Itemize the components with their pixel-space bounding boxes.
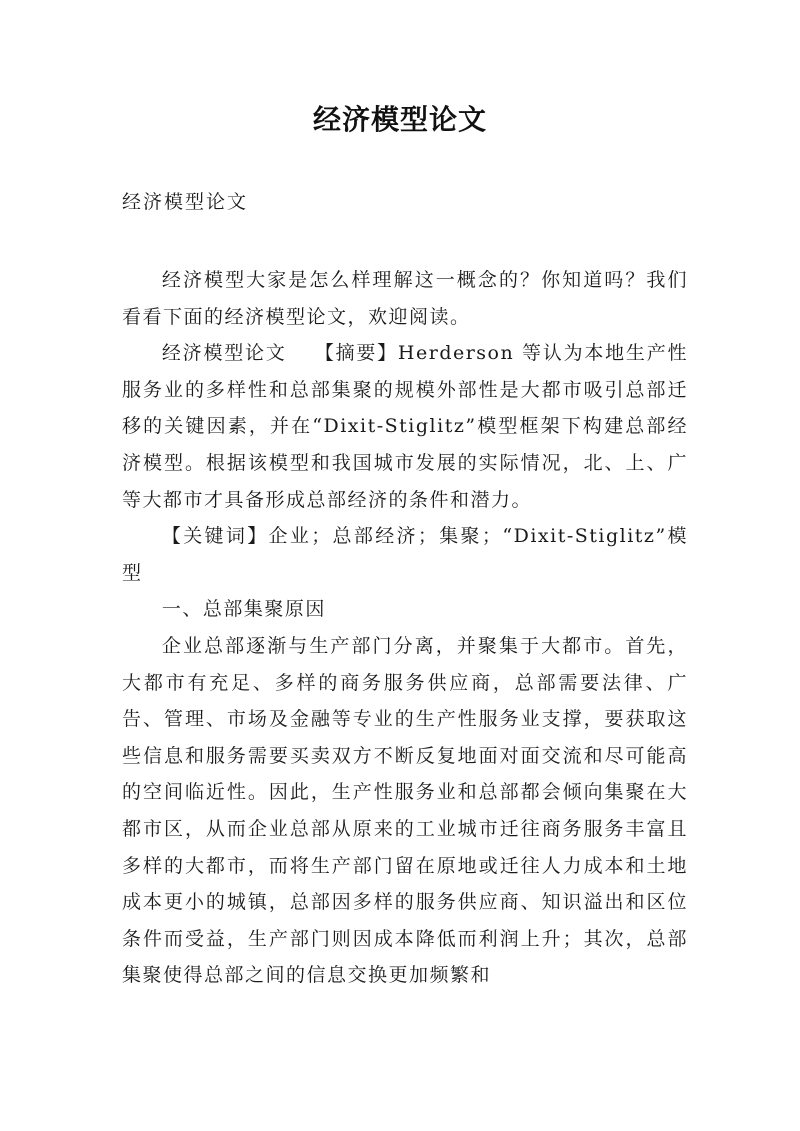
section-heading: 一、总部集聚原因	[161, 598, 326, 621]
abstract-heading: 经济模型论文	[161, 342, 287, 365]
document-subtitle: 经济模型论文	[122, 191, 249, 213]
keywords-paragraph: 【关键词】企业；总部经济；集聚；“Dixit-Stiglitz”模型	[122, 525, 688, 584]
intro-paragraph: 经济模型大家是怎么样理解这一概念的？你知道吗？我们看看下面的经济模型论文，欢迎阅读。	[122, 269, 688, 328]
section-paragraph: 企业总部逐渐与生产部门分离，并聚集于大都市。首先，大都市有充足、多样的商务服务供应商，总部需要法律、广告、管理、市场及金融等专业的生产性服务业支撑，要获取这些信息和服务需要买卖双方不断反复地面对面交流和尽可能高的空间临近性。因此，生产性服务业和总部都会倾向集聚在大都市区，从而企业总部从原来的工业城市迁往商务服务丰富且多样的大都市，而将生产部门留在原地或迁往人力成本和土地成本更小的城镇，总部因多样的服务供应商、知识溢出和区位条件而受益，生产部门则因成本降低而利润上升；其次，总部集聚使得总部之间的信息交换更加频繁和	[122, 634, 688, 987]
document-body	[122, 262, 688, 994]
abstract-body: 【摘要】Herderson 等认为本地生产性服务业的多样性和总部集聚的规模外部性是大都市吸引总部迁移的关键因素，并在“Dixit-Stiglitz”模型框架下构建总部经济模型。根据该模型和我国城市发展的实际情况，北、上、广等大都市才具备形成总部经济的条件和潜力。	[122, 342, 688, 511]
document-title: 经济模型论文	[312, 103, 487, 136]
abstract-paragraph	[122, 335, 688, 518]
